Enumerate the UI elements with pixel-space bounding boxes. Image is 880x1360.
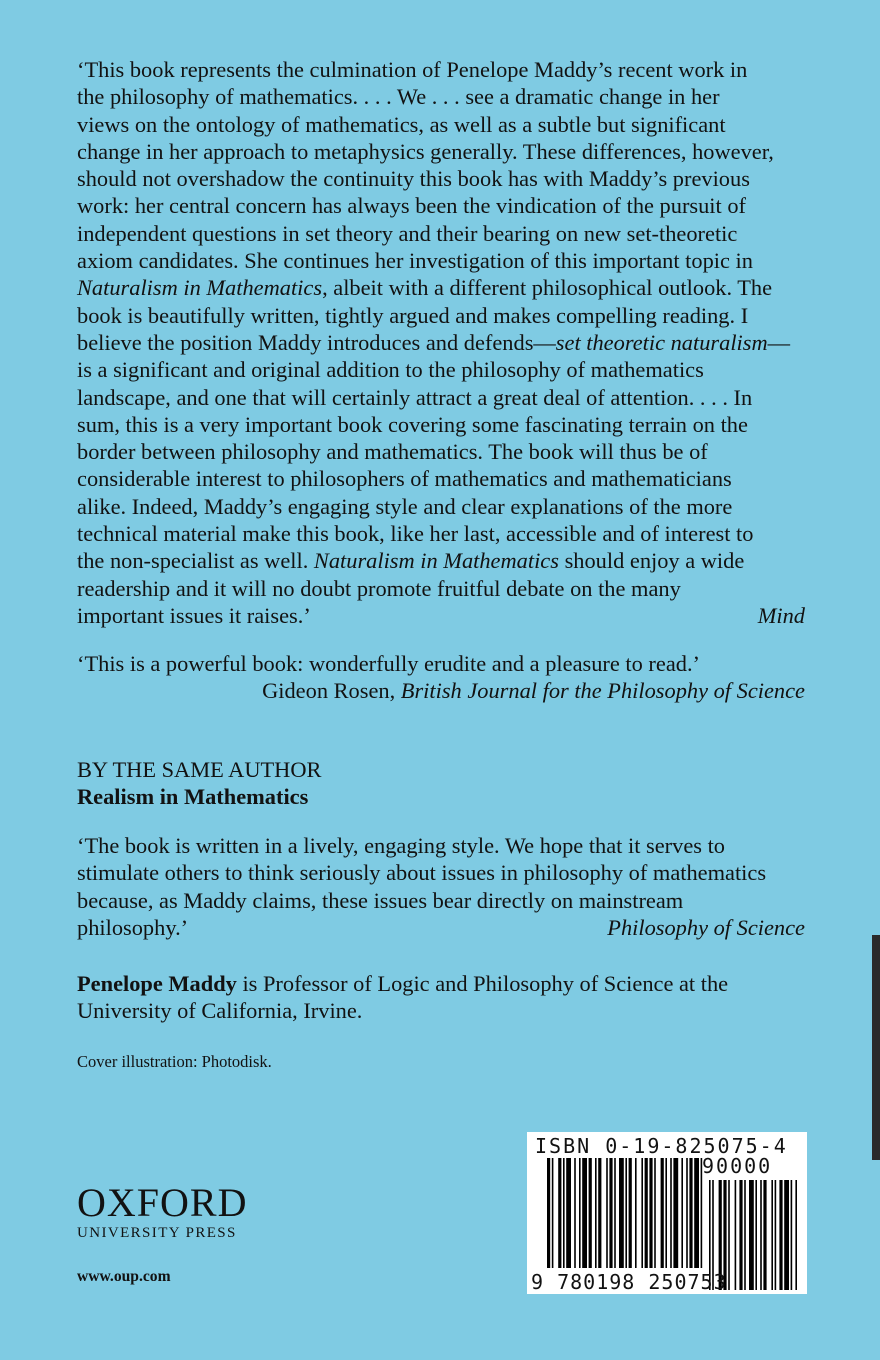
quote-line: believe the position Maddy introduces and defends—set theoretic naturalism— [77, 329, 791, 355]
book-title: Naturalism in Mathematics [77, 275, 323, 301]
quote-line: ‘The book is written in a lively, engaging style. We hope that it serves to [77, 833, 726, 858]
by-same-author-heading: BY THE SAME AUTHOR [77, 757, 322, 782]
quote-line: change in her approach to metaphysics generally. These differences, however, [77, 138, 774, 164]
author-bio: Penelope Maddy is Professor of Logic and Philosophy of Science at the University of California, Irvine. [77, 971, 729, 1024]
quote-text: ‘This is a powerful book: wonderfully erudite and a pleasure to read.’ [77, 651, 701, 676]
quote-line: should not overshadow the continuity this book has with Maddy’s previous [77, 166, 750, 192]
quote-source: Philosophy of Science [607, 914, 805, 940]
cover-credit: Cover illustration: Photodisk. [77, 1052, 272, 1071]
quote-line: technical material make this book, like her last, accessible and of interest to [77, 521, 754, 547]
publisher-logo [77, 1180, 248, 1242]
quote-line: considerable interest to philosophers of mathematics and mathematicians [77, 466, 732, 492]
edge-mark [872, 935, 880, 1160]
quote-line: views on the ontology of mathematics, as well as a subtle but significant [77, 111, 726, 137]
quote-line: independent questions in set theory and their bearing on new set-theoretic [77, 220, 738, 246]
quote-line: border between philosophy and mathematics. The book will thus be of [77, 439, 708, 465]
quote-line: because, as Maddy claims, these issues bear directly on mainstream [77, 887, 684, 913]
ean-label: 9 780198 250753 [531, 1270, 727, 1294]
publisher-name: OXFORD [77, 1180, 248, 1225]
quote-line: alike. Indeed, Maddy’s engaging style and clear explanations of the more [77, 493, 733, 519]
review-quote-pos [77, 832, 805, 941]
quote-line: stimulate others to think seriously about issues in philosophy of mathematics [77, 860, 767, 886]
quote-line: sum, this is a very important book covering some fascinating terrain on the [77, 411, 748, 437]
quote-source: British Journal for the Philosophy of Science [400, 678, 805, 704]
emphasis-term: set theoretic naturalism [555, 329, 768, 355]
quote-line: Naturalism in Mathematics, albeit with a different philosophical outlook. The [77, 275, 773, 301]
price-addon-label: 90000 [702, 1154, 773, 1178]
publisher-subtitle: UNIVERSITY PRESS [77, 1225, 237, 1241]
quote-line: axiom candidates. She continues her investigation of this important topic in [77, 248, 753, 274]
author-name: Penelope Maddy [77, 971, 237, 996]
quote-line: work: her central concern has always been the vindication of the pursuit of [77, 193, 746, 219]
review-quote-mind [77, 56, 805, 629]
quote-source: Mind [757, 602, 805, 628]
publisher-website: www.oup.com [77, 1268, 171, 1285]
other-book-title: Realism in Mathematics [77, 784, 309, 810]
quote-attribution: Gideon Rosen, British Journal for the Philosophy of Science [262, 678, 805, 704]
quote-line: the non-specialist as well. Naturalism in Mathematics should enjoy a wide [77, 548, 745, 574]
isbn-label: ISBN 0-19-825075-4 [535, 1134, 788, 1158]
quote-line: book is beautifully written, tightly argued and makes compelling reading. I [77, 302, 749, 328]
quote-line: the philosophy of mathematics. . . . We . . . see a dramatic change in her [77, 84, 720, 110]
quote-line-last: philosophy.’ Philosophy of Science [77, 914, 805, 940]
quote-line: landscape, and one that will certainly attract a great deal of attention. . . . In [77, 384, 753, 410]
by-same-author [77, 756, 805, 811]
quote-line-last: important issues it raises.’ Mind [77, 602, 805, 628]
quote-line: is a significant and original addition to the philosophy of mathematics [77, 357, 704, 383]
review-quote-rosen [77, 650, 805, 705]
quote-line: readership and it will no doubt promote fruitful debate on the many [77, 575, 681, 601]
quote-line: ‘This book represents the culmination of Penelope Maddy’s recent work in [77, 57, 748, 82]
book-title: Naturalism in Mathematics [313, 548, 559, 574]
barcode [527, 1132, 807, 1294]
